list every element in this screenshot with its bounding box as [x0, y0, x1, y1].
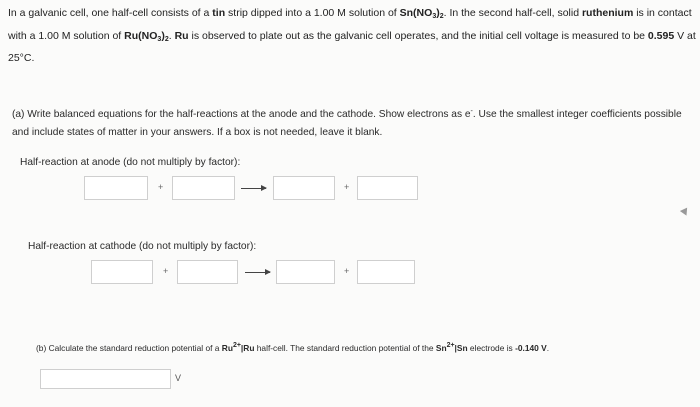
cathode-reaction-arrow — [245, 272, 270, 273]
intro-salt2: $Ru(NO_3)_2$ — [124, 29, 169, 43]
mouse-cursor-icon — [680, 208, 690, 218]
intro-voltage: 0.595 — [647, 29, 675, 42]
part-b-question: (b) Calculate the standard reduction potential of a $Ru^{2+}|Ru$ half-cell. The standard reduction potential of the $Sn^{2+}|Sn$ electrode is -0.140 V. — [36, 342, 550, 353]
intro-text: is in contact with a 1.00 M solution of — [8, 7, 692, 42]
problem-intro — [8, 4, 698, 69]
intro-ru: Ru — [174, 29, 189, 42]
cathode-reactant-2-box[interactable] — [177, 260, 238, 284]
volt-unit-label: V — [175, 373, 182, 383]
intro-text: In a galvanic cell, one half-cell consists of a — [8, 7, 213, 19]
anode-product-2-box[interactable] — [357, 176, 418, 200]
intro-tin: tin — [212, 7, 226, 19]
anode-plus-2: + — [344, 182, 350, 192]
anode-reactant-1-box[interactable] — [84, 176, 148, 200]
intro-text: is observed to plate out as the galvanic cell operates, and the initial cell voltage is measured to be — [188, 29, 648, 42]
anode-reactant-2-box[interactable] — [172, 176, 235, 200]
part-a-instructions: (a) Write balanced equations for the half-reactions at the anode and the cathode. Show electrons as e-. Use the smallest integer coefficients possible and include states of matter in your answers. If a box is not needed, leave it blank. — [12, 108, 682, 138]
intro-text: strip dipped into a 1.00 M solution of — [225, 7, 400, 19]
intro-text: . In the second half-cell, solid — [443, 7, 582, 19]
anode-label: Half-reaction at anode (do not multiply by factor): — [20, 157, 241, 168]
anode-product-1-box[interactable] — [273, 176, 335, 200]
cathode-plus-1: + — [163, 266, 169, 276]
anode-plus-1: + — [158, 182, 164, 192]
cathode-product-1-box[interactable] — [276, 260, 335, 284]
cathode-product-2-box[interactable] — [357, 260, 415, 284]
cathode-reactant-1-box[interactable] — [91, 260, 153, 284]
reduction-potential-input[interactable] — [40, 369, 171, 389]
intro-text: . — [168, 29, 175, 42]
cathode-label: Half-reaction at cathode (do not multiply by factor): — [28, 241, 257, 252]
intro-text: V at 25°C. — [8, 29, 696, 64]
cathode-plus-2: + — [344, 266, 350, 276]
anode-reaction-arrow — [241, 188, 266, 189]
intro-salt1: $Sn(NO_3)_2$ — [399, 7, 444, 20]
intro-ruthenium: ruthenium — [581, 7, 634, 19]
